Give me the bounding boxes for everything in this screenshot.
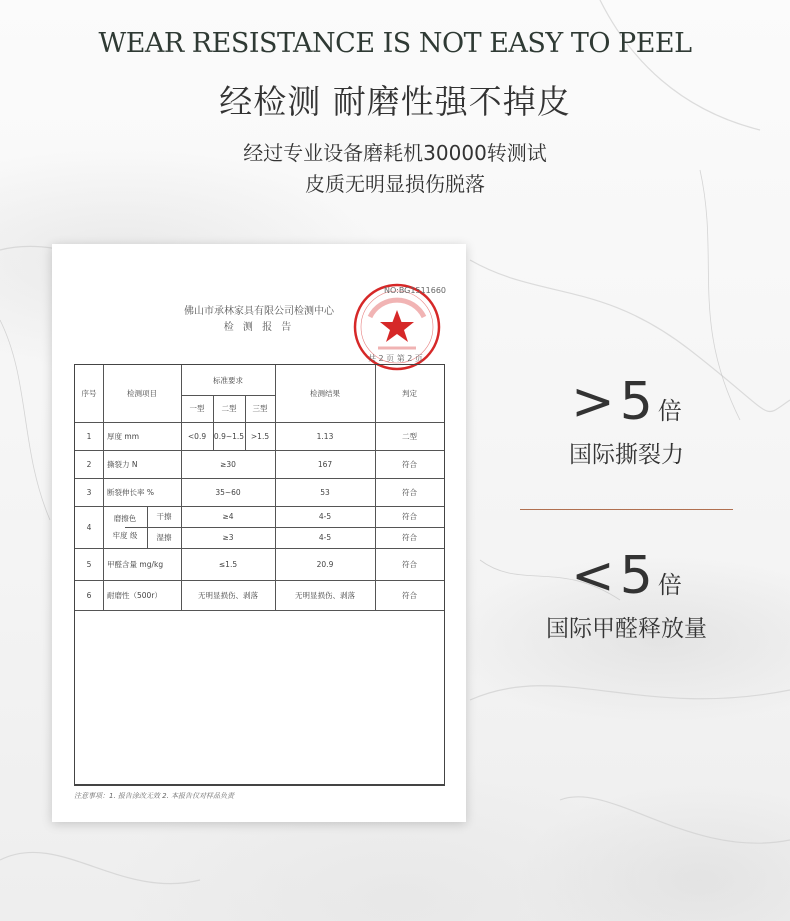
header-index: 序号: [81, 389, 97, 398]
header-standard: 标准要求: [213, 375, 243, 385]
row-5-judgement: 符合: [402, 559, 417, 569]
stat-formaldehyde-unit: 倍: [657, 571, 682, 599]
stat-tear-unit: 倍: [657, 397, 682, 425]
row-5-result: 20.9: [316, 559, 334, 569]
row-6-result: 无明显损伤、剥落: [295, 590, 355, 600]
row-1-grade-2: 0.9~1.5: [213, 431, 245, 441]
row-4-item-bottom: 牢度 级: [112, 530, 138, 540]
row-4-sub-dry: 干擦: [156, 512, 172, 521]
subtitle-line-1: 经过专业设备磨耗机30000转测试: [243, 141, 547, 165]
row-6-index: 6: [86, 590, 92, 600]
row-1-grade-3: >1.5: [250, 431, 270, 441]
report-page: 共 2 页 第 2 页: [368, 354, 423, 363]
header-item: 检测项目: [127, 389, 157, 398]
test-report-document: [52, 244, 466, 822]
row-4-judgement-wet: 符合: [402, 533, 417, 542]
stat-formaldehyde-label: 国际甲醛释放量: [546, 616, 707, 642]
row-2-index: 2: [86, 459, 92, 469]
row-4-standard-wet: ≥3: [222, 533, 234, 542]
stat-tear-number: 5: [619, 372, 653, 432]
report-bottom-rule: [74, 784, 445, 786]
row-3-item: 断裂伸长率 %: [107, 487, 155, 497]
row-4-result-wet: 4-5: [318, 533, 332, 542]
english-headline: WEAR RESISTANCE IS NOT EASY TO PEEL: [98, 28, 692, 59]
stat-tear-label: 国际撕裂力: [569, 442, 684, 468]
report-title: 检 测 报 告: [223, 322, 295, 333]
stat-tear-strength: [520, 372, 733, 469]
stat-formaldehyde-value: [520, 546, 733, 606]
stat-tear-value: [520, 372, 733, 432]
row-3-judgement: 符合: [402, 487, 417, 497]
row-6-item: 耐磨性（500r）: [107, 590, 162, 600]
row-2-item: 撕裂力 N: [107, 459, 138, 469]
row-4-item-top: 磨擦色: [113, 513, 137, 523]
header-judgement: 判定: [402, 389, 417, 398]
row-3-index: 3: [86, 487, 92, 497]
row-2-judgement: 符合: [402, 459, 417, 469]
row-6-judgement: 符合: [402, 590, 417, 600]
row-3-result: 53: [320, 487, 330, 497]
report-company: 佛山市承林家具有限公司检测中心: [184, 306, 334, 317]
chinese-headline: 经检测 耐磨性强不掉皮: [219, 82, 571, 121]
stat-tear-symbol: >: [571, 372, 615, 432]
stat-formaldehyde-number: 5: [619, 546, 653, 606]
row-2-standard: ≥30: [220, 459, 236, 469]
row-4-index: 4: [86, 522, 92, 532]
report-note: 注意事项：1. 报告涂改无效 2. 本报告仅对样品负责: [74, 792, 235, 800]
row-1-index: 1: [86, 431, 92, 441]
header-result: 检测结果: [310, 389, 340, 398]
header-grade-1: 一型: [189, 404, 205, 413]
row-4-judgement-dry: 符合: [402, 512, 417, 521]
stats-divider: [520, 509, 733, 510]
row-1-result: 1.13: [316, 431, 334, 441]
row-1-judgement: 二型: [402, 431, 417, 441]
row-5-item: 甲醛含量 mg/kg: [107, 559, 164, 569]
header-grade-3: 三型: [252, 404, 268, 413]
row-5-index: 5: [86, 559, 92, 569]
row-4-sub-wet: 湿擦: [156, 533, 172, 542]
subtitle-line-2: 皮质无明显损伤脱落: [305, 172, 485, 196]
row-3-standard: 35~60: [215, 487, 241, 497]
row-1-item: 厚度 mm: [107, 431, 139, 441]
row-2-result: 167: [317, 459, 333, 469]
row-5-standard: ≤1.5: [218, 559, 238, 569]
row-6-standard: 无明显损伤、剥落: [198, 590, 258, 600]
stat-formaldehyde: [520, 546, 733, 643]
row-4-result-dry: 4-5: [318, 512, 332, 521]
header-grade-2: 二型: [221, 404, 237, 413]
row-4-standard-dry: ≥4: [222, 512, 234, 521]
report-number: NO:BG1511660: [384, 286, 447, 295]
stat-formaldehyde-symbol: <: [571, 546, 615, 606]
test-results-table: [74, 364, 445, 785]
row-1-grade-1: <0.9: [187, 431, 207, 441]
